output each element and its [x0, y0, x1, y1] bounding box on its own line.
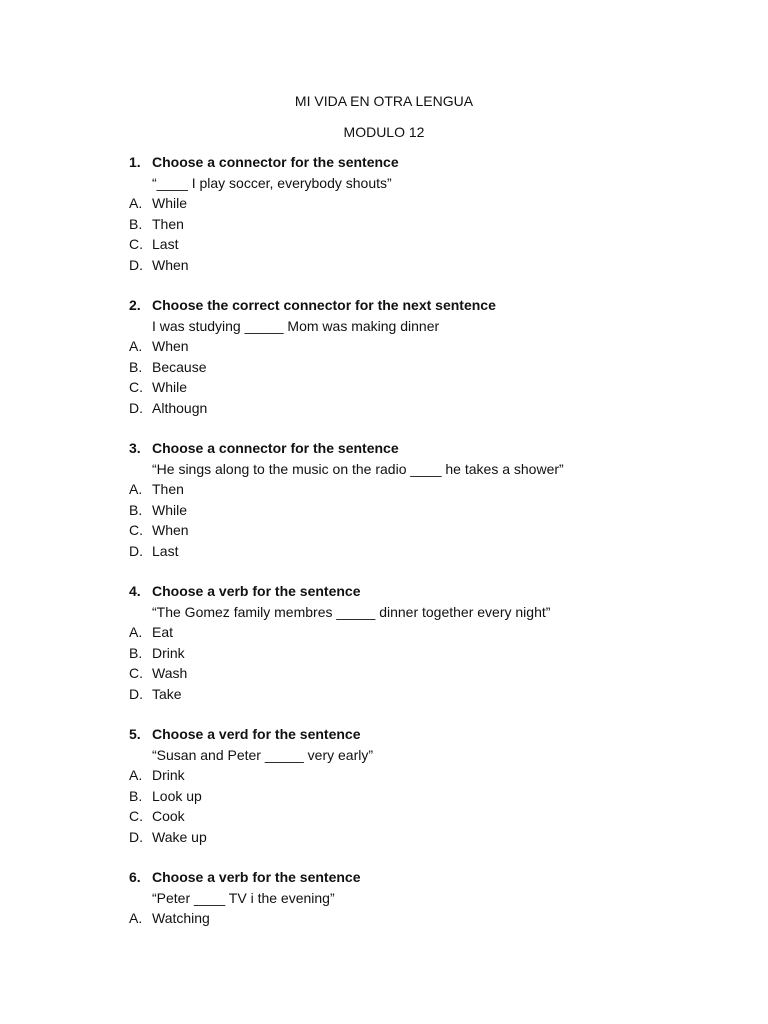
option-letter: B.	[129, 787, 143, 804]
option-a[interactable]	[0, 622, 768, 643]
option-text: When	[152, 338, 189, 355]
question-prompt: Choose a verb for the sentence	[152, 583, 361, 599]
option-letter: D.	[129, 256, 143, 273]
option-letter: A.	[129, 624, 143, 641]
option-text: Take	[152, 685, 182, 702]
option-text: Because	[152, 358, 207, 375]
option-letter: D.	[129, 542, 143, 559]
option-d[interactable]	[0, 684, 768, 705]
option-letter: A.	[129, 910, 143, 927]
option-letter: A.	[129, 767, 143, 784]
option-c[interactable]	[0, 663, 768, 684]
question-sentence: “Peter ____ TV i the evening”	[152, 889, 335, 906]
option-letter: B.	[129, 644, 143, 661]
option-a[interactable]	[0, 908, 768, 929]
question-number: 4.	[129, 583, 141, 599]
option-b[interactable]	[0, 357, 768, 378]
option-letter: C.	[129, 522, 143, 539]
option-a[interactable]	[0, 193, 768, 214]
option-letter: D.	[129, 828, 143, 845]
question-sentence: “____ I play soccer, everybody shouts”	[152, 174, 392, 191]
option-text: When	[152, 256, 189, 273]
option-b[interactable]	[0, 643, 768, 664]
option-d[interactable]	[0, 255, 768, 276]
option-letter: A.	[129, 195, 143, 212]
question-sentence: “The Gomez family membres _____ dinner together every night”	[152, 603, 551, 620]
option-d[interactable]	[0, 827, 768, 848]
question-5	[0, 724, 768, 848]
option-text: Cook	[152, 808, 185, 825]
option-letter: C.	[129, 808, 143, 825]
option-text: While	[152, 501, 188, 518]
option-letter: D.	[129, 685, 143, 702]
option-b[interactable]	[0, 786, 768, 807]
option-letter: C.	[129, 379, 143, 396]
option-letter: A.	[129, 481, 143, 498]
question-prompt: Choose a verb for the sentence	[152, 869, 361, 885]
question-number: 6.	[129, 869, 141, 885]
option-text: Drink	[152, 767, 185, 784]
option-letter: B.	[129, 358, 143, 375]
option-text: Then	[152, 215, 184, 232]
option-text: Watching	[152, 910, 210, 927]
option-text: Drink	[152, 644, 185, 661]
option-letter: C.	[129, 236, 143, 253]
question-prompt: Choose a verd for the sentence	[152, 726, 361, 742]
question-prompt: Choose a connector for the sentence	[152, 154, 399, 170]
option-b[interactable]	[0, 500, 768, 521]
question-number: 5.	[129, 726, 141, 742]
document-title: MI VIDA EN OTRA LENGUA	[294, 93, 474, 109]
question-number: 3.	[129, 440, 141, 456]
question-3	[0, 438, 768, 562]
option-c[interactable]	[0, 806, 768, 827]
option-letter: A.	[129, 338, 143, 355]
option-a[interactable]	[0, 765, 768, 786]
option-d[interactable]	[0, 541, 768, 562]
option-text: Wake up	[152, 828, 207, 845]
question-prompt: Choose a connector for the sentence	[152, 440, 399, 456]
option-text: When	[152, 522, 189, 539]
question-sentence: “Susan and Peter _____ very early”	[152, 746, 374, 763]
option-letter: B.	[129, 215, 143, 232]
option-text: While	[152, 379, 188, 396]
question-4	[0, 581, 768, 705]
option-text: Last	[152, 236, 179, 253]
question-prompt: Choose the correct connector for the next sentence	[152, 297, 496, 313]
option-b[interactable]	[0, 214, 768, 235]
option-c[interactable]	[0, 377, 768, 398]
question-number: 2.	[129, 297, 141, 313]
option-d[interactable]	[0, 398, 768, 419]
option-text: Eat	[152, 624, 174, 641]
question-1	[0, 152, 768, 276]
question-number: 1.	[129, 154, 141, 170]
option-a[interactable]	[0, 479, 768, 500]
document-subtitle: MODULO 12	[343, 124, 425, 140]
option-letter: D.	[129, 399, 143, 416]
question-2	[0, 295, 768, 419]
option-letter: B.	[129, 501, 143, 518]
option-letter: C.	[129, 665, 143, 682]
option-text: Then	[152, 481, 184, 498]
option-c[interactable]	[0, 234, 768, 255]
option-c[interactable]	[0, 520, 768, 541]
option-text: Wash	[152, 665, 188, 682]
option-text: Last	[152, 542, 179, 559]
question-6	[0, 867, 768, 929]
option-a[interactable]	[0, 336, 768, 357]
option-text: Althougn	[152, 399, 208, 416]
question-sentence: I was studying _____ Mom was making dinner	[152, 317, 440, 334]
option-text: Look up	[152, 787, 202, 804]
question-sentence: “He sings along to the music on the radio ____ he takes a shower”	[152, 460, 564, 477]
option-text: While	[152, 195, 188, 212]
